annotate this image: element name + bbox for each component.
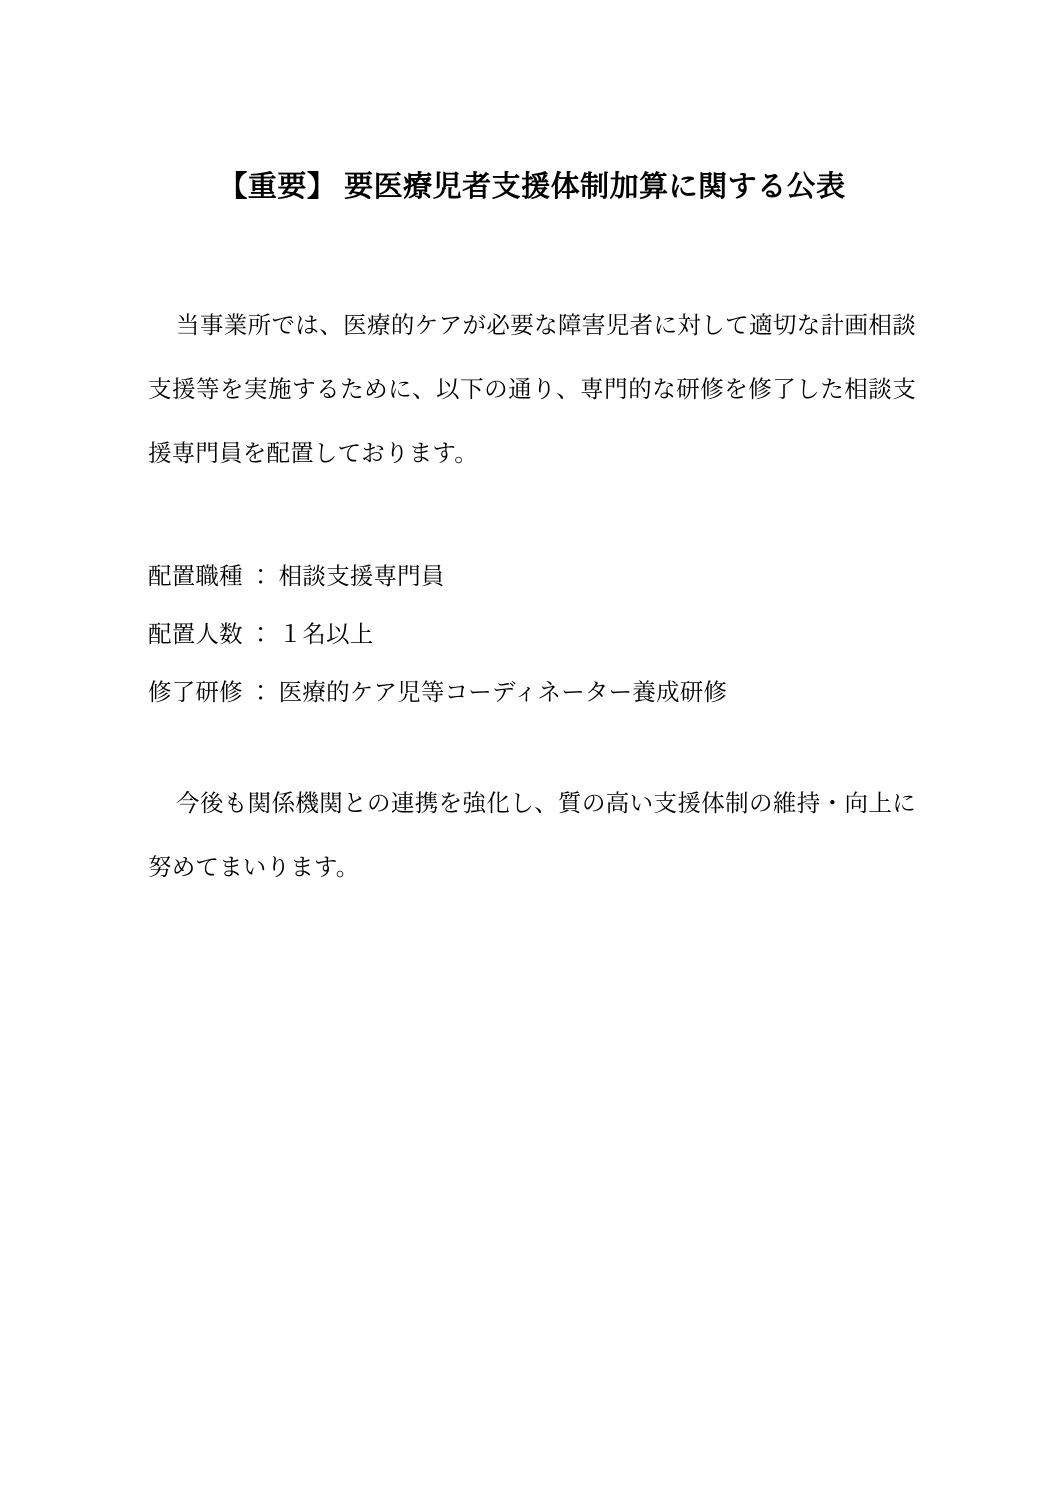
title-spacer [148, 210, 916, 294]
field-separator: ： [248, 621, 273, 648]
list-item [148, 606, 916, 664]
field-separator: ： [248, 679, 273, 706]
fields-spacer [148, 722, 916, 772]
list-item [148, 548, 916, 606]
list-item [148, 664, 916, 722]
intro-spacer [148, 486, 916, 548]
document-body [148, 160, 916, 900]
field-list [148, 548, 916, 722]
closing-paragraph: 今後も関係機関との連携を強化し、質の高い支援体制の維持・向上に努めてまいります。 [148, 790, 916, 881]
intro-paragraph: 当事業所では、医療的ケアが必要な障害児者に対して適切な計画相談支援等を実施するために、以下の通り、専門的な研修を修了した相談支援専門員を配置しております。 [148, 312, 916, 467]
field-label: 配置職種 [148, 563, 243, 590]
field-value: 相談支援専門員 [278, 563, 445, 590]
field-label: 配置人数 [148, 621, 243, 648]
field-separator: ： [248, 563, 273, 590]
page-title: 【重要】 要医療児者支援体制加算に関する公表 [218, 171, 846, 203]
field-value: 医療的ケア児等コーディネーター養成研修 [278, 679, 728, 706]
field-value: １名以上 [278, 621, 374, 648]
field-label: 修了研修 [148, 679, 243, 706]
